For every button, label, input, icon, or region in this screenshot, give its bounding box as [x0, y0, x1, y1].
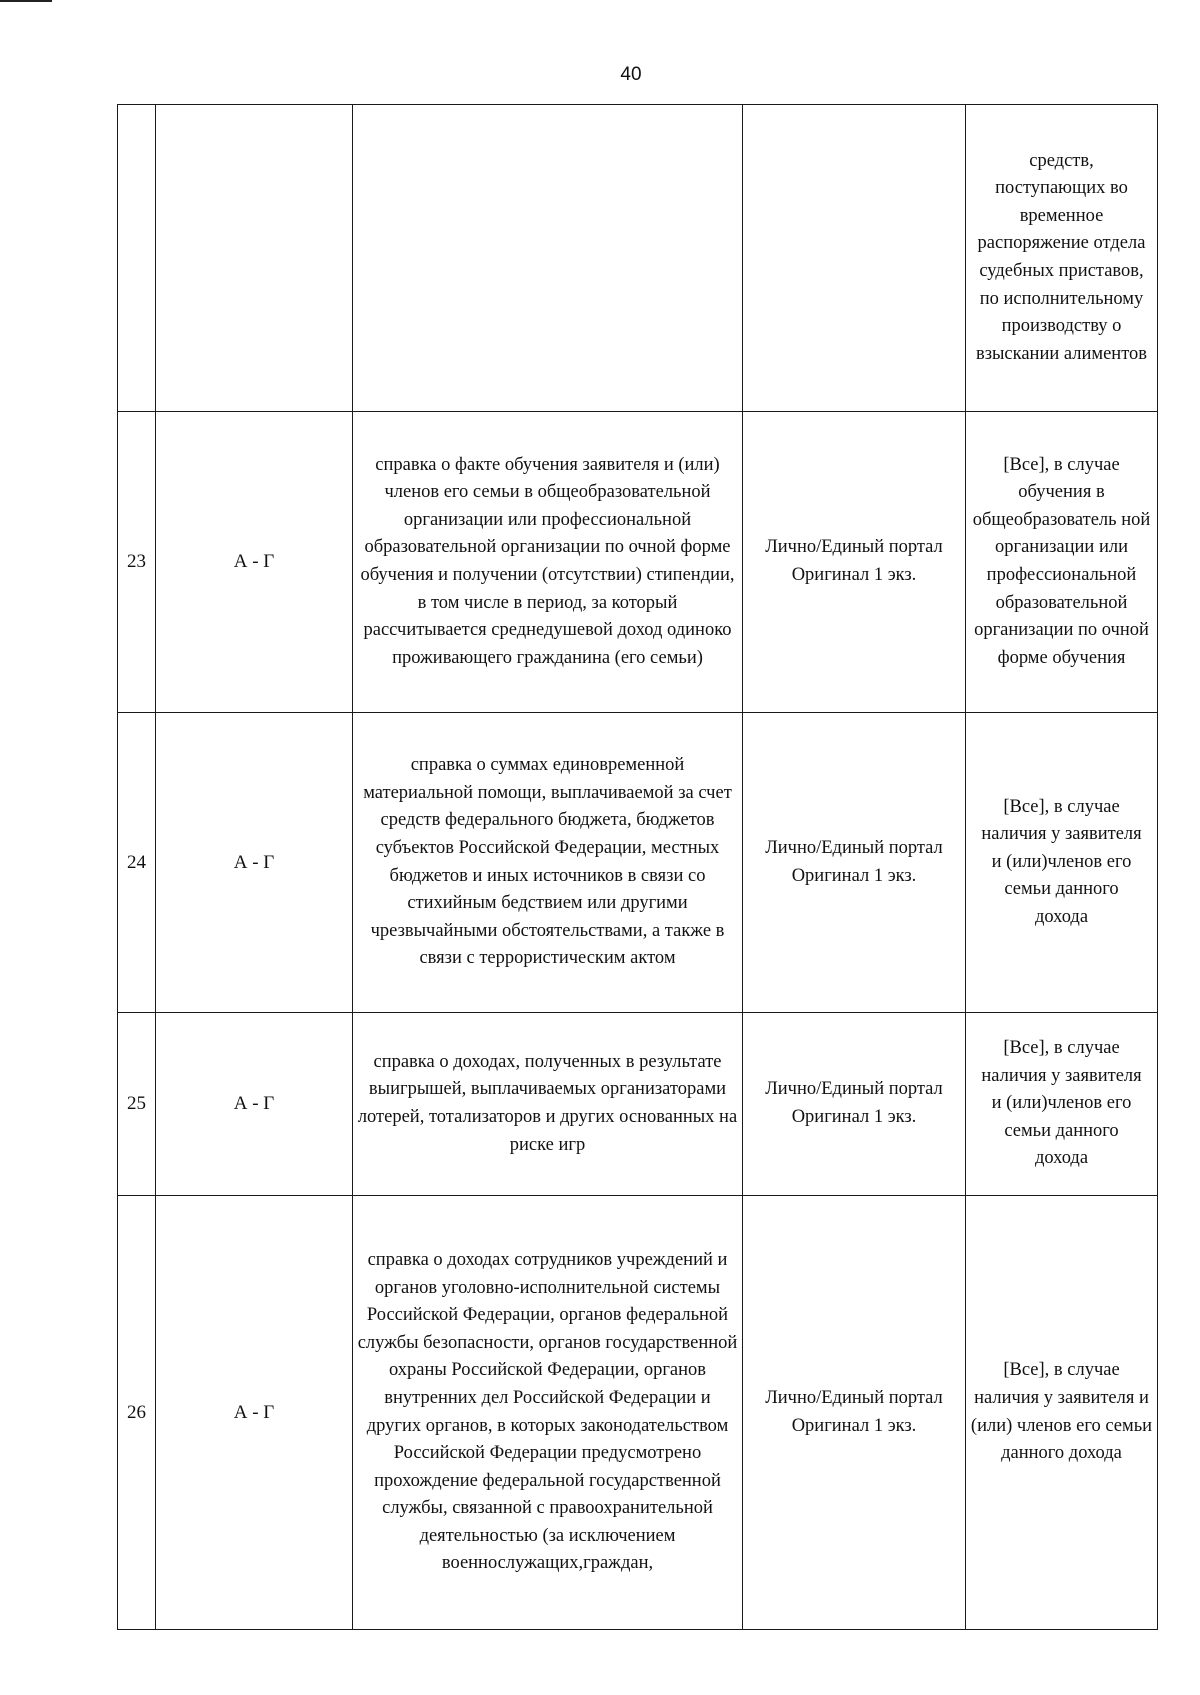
applicant-category: А - Г: [156, 1196, 353, 1630]
submission-condition: [Все], в случае обучения в общеобразователь ной организации или профессиональной образовательной организации по очной форме обучения: [966, 412, 1158, 713]
submission-method: Лично/Единый портал Оригинал 1 экз.: [743, 1013, 966, 1196]
document-name: [353, 105, 743, 412]
submission-method: Лично/Единый портал Оригинал 1 экз.: [743, 713, 966, 1013]
submission-method: Лично/Единый портал Оригинал 1 экз.: [743, 412, 966, 713]
row-number: 23: [118, 412, 156, 713]
document-name: справка о доходах, полученных в результате выигрышей, выплачиваемых организаторами лотерей, тотализаторов и других основанных на риске игр: [353, 1013, 743, 1196]
table-row: [118, 105, 1158, 412]
table-row: [118, 412, 1158, 713]
row-number: [118, 105, 156, 412]
document-name: справка о факте обучения заявителя и (или) членов его семьи в общеобразовательной организации или профессиональной образовательной организации по очной форме обучения и получении (отсутствии) стипендии, в том числе в период, за который рассчитывается среднедушевой доход одиноко проживающего гражданина (его семьи): [353, 412, 743, 713]
submission-method: [743, 105, 966, 412]
submission-condition: [Все], в случае наличия у заявителя и (или) членов его семьи данного дохода: [966, 1196, 1158, 1630]
submission-condition: средств, поступающих во временное распоряжение отдела судебных приставов, по исполнительному производству о взыскании алиментов: [966, 105, 1158, 412]
applicant-category: [156, 105, 353, 412]
table-row: [118, 1196, 1158, 1630]
scan-corner-mark: [0, 0, 52, 2]
document-name: справка о доходах сотрудников учреждений и органов уголовно-исполнительной системы Российской Федерации, органов федеральной службы безопасности, органов государственной охраны Российской Федерации, органов внутренних дел Российской Федерации и других органов, в которых законодательством Российской Федерации предусмотрено прохождение федеральной государственной службы, связанной с правоохранительной деятельностью (за исключением военнослужащих,граждан,: [353, 1196, 743, 1630]
row-number: 24: [118, 713, 156, 1013]
table-row: [118, 713, 1158, 1013]
applicant-category: А - Г: [156, 1013, 353, 1196]
row-number: 25: [118, 1013, 156, 1196]
submission-method: Лично/Единый портал Оригинал 1 экз.: [743, 1196, 966, 1630]
documents-table: [117, 104, 1158, 1630]
submission-condition: [Все], в случае наличия у заявителя и (или)членов его семьи данного дохода: [966, 713, 1158, 1013]
document-name: справка о суммах единовременной материальной помощи, выплачиваемой за счет средств федерального бюджета, бюджетов субъектов Российской Федерации, местных бюджетов и иных источников в связи со стихийным бедствием или другими чрезвычайными обстоятельствами, а также в связи с террористическим актом: [353, 713, 743, 1013]
applicant-category: А - Г: [156, 713, 353, 1013]
submission-condition: [Все], в случае наличия у заявителя и (или)членов его семьи данного дохода: [966, 1013, 1158, 1196]
page-number: 40: [620, 64, 642, 85]
applicant-category: А - Г: [156, 412, 353, 713]
row-number: 26: [118, 1196, 156, 1630]
table-row: [118, 1013, 1158, 1196]
